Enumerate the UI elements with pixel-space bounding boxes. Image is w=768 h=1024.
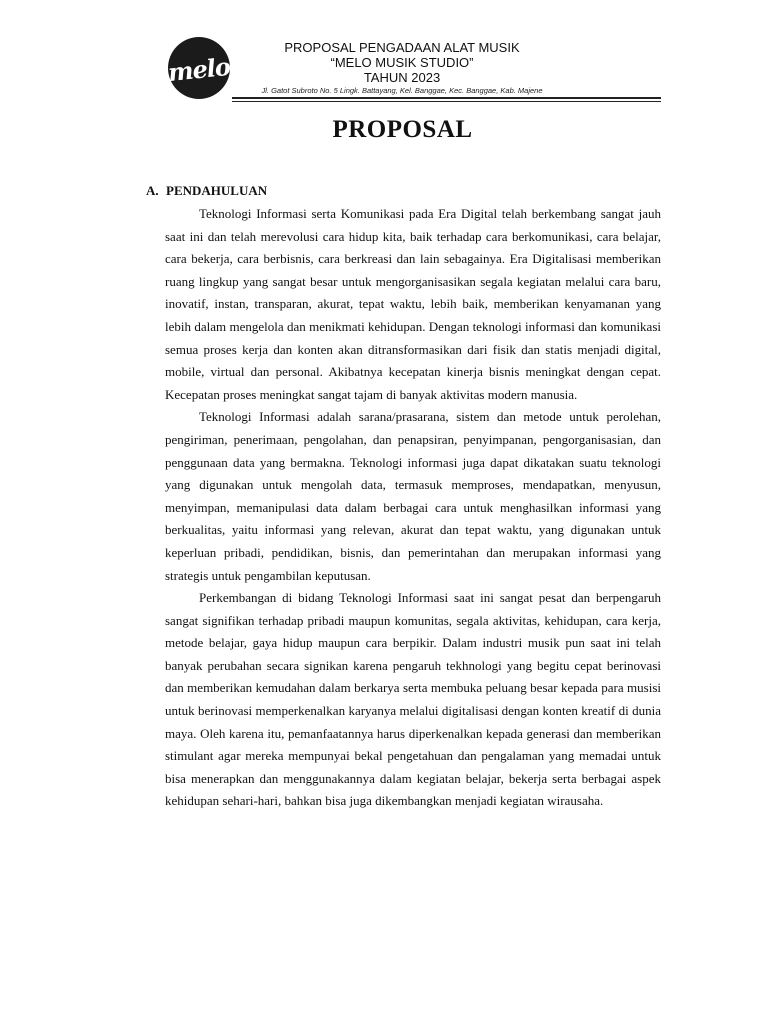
letterhead-divider-thin (232, 101, 661, 102)
letterhead-divider-thick (232, 97, 661, 99)
section-letter: A. (146, 183, 159, 198)
section-title: PENDAHULUAN (166, 183, 268, 198)
section-body (165, 203, 661, 813)
letterhead-line-1: PROPOSAL PENGADAAN ALAT MUSIK (284, 40, 520, 55)
document-title: PROPOSAL (332, 116, 473, 143)
letterhead-title (232, 40, 572, 85)
melo-logo (168, 37, 230, 99)
section-heading (146, 183, 646, 199)
logo-text: melo (166, 51, 232, 87)
letterhead-address: Jl. Gatot Subroto No. 5 Lingk. Battayang, Kel. Banggae, Kec. Banggae, Kab. Majene (261, 86, 543, 95)
paragraph-3: Perkembangan di bidang Teknologi Informasi saat ini sangat pesat dan berpengaruh sangat signifikan terhadap pribadi maupun komunitas, segala aktivitas, kehidupan, cara kerja, metode belajar, gaya hidup maupun cara berpikir. Dalam industri musik pun saat ini telah banyak perubahan secara signikan karena pengaruh tekhnologi yang begitu cepat berinovasi dan memberikan kemudahan dalam berkarya serta membuka peluang besar kepada para musisi untuk berinovasi memperkenalkan karyanya melalui digitalisasi dengan konten kreatif di dunia maya. Oleh karena itu, pemanfaatannya harus diperkenalkan kepada generasi dan memberikan stimulant agar mereka mempunyai bekal pengetahuan dan pengalaman yang memadai untuk bisa menerapkan dan menggunakannya dalam kegiatan belajar, bekerja serta berbagai aspek kehidupan sehari-hari, bahkan bisa juga dikembangkan menjadi kegiatan wirausaha. (165, 590, 661, 809)
paragraph-2: Teknologi Informasi adalah sarana/prasarana, sistem dan metode untuk perolehan, pengiriman, penerimaan, pengolahan, dan penapsiran, penyimpanan, pengorganisasian, dan penggunaan data yang bermakna. Teknologi informasi juga dapat dikatakan suatu teknologi yang digunakan untuk mengolah data, termasuk memproses, mendapatkan, menyusun, menyimpan, memanipulasi data dalam berbagai cara untuk menghasilkan informasi yang berkualitas, yaitu informasi yang relevan, akurat dan tepat waktu, yang digunakan untuk keperluan pribadi, pendidikan, bisnis, dan pemerintahan dan merupakan informasi yang strategis untuk pengambilan keputusan. (165, 409, 661, 583)
letterhead-line-3: TAHUN 2023 (363, 70, 441, 85)
letterhead-line-2: “MELO MUSIK STUDIO” (330, 55, 474, 70)
paragraph-1: Teknologi Informasi serta Komunikasi pada Era Digital telah berkembang sangat jauh saat ini dan telah merevolusi cara hidup kita, baik terhadap cara berkomunikasi, cara belajar, cara bekerja, cara berbisnis, cara berkreasi dan lain sebagainya. Era Digitalisasi memberikan ruang lingkup yang sangat besar untuk mengorganisasikan segala kegiatan melalui cara baru, inovatif, instan, transparan, akurat, tepat waktu, lebih baik, memberikan kenyamanan yang lebih dalam mengelola dan menikmati kehidupan. Dengan teknologi informasi dan komunikasi semua proses kerja dan konten akan ditransformasikan dari fisik dan statis menjadi digital, mobile, virtual dan personal. Akibatnya kecepatan kinerja bisnis meningkat dengan cepat. Kecepatan proses meningkat sangat tajam di banyak aktivitas modern manusia. (165, 206, 661, 402)
